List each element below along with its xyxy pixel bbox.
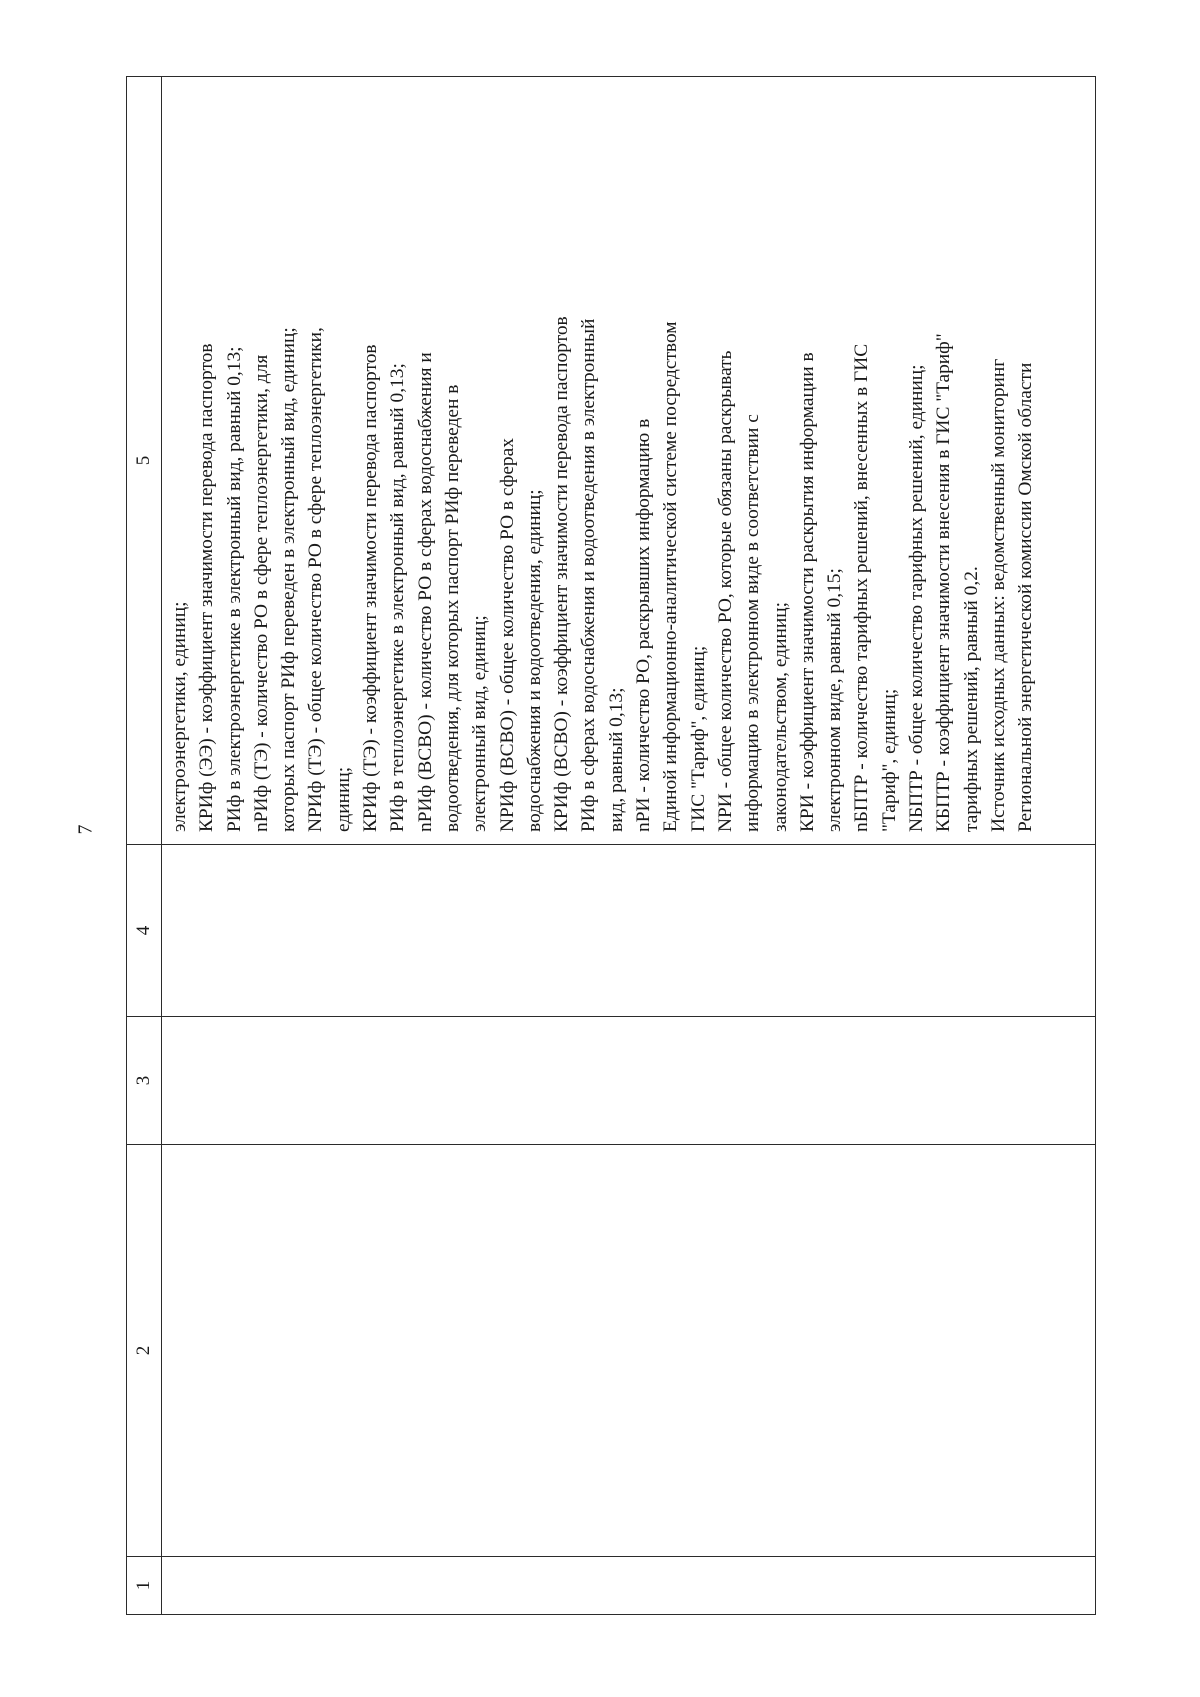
header-cell-4: 4 xyxy=(127,845,162,1017)
text-line: единиц; xyxy=(332,766,354,832)
text-line: электроэнергетики, единиц; xyxy=(169,601,190,832)
body-cell-2 xyxy=(162,1145,1096,1557)
text-line: водоотведения, для которых паспорт РИф переведен в xyxy=(441,384,463,832)
text-line: NРИф (ВСВО) - общее количество РО в сферах xyxy=(496,438,518,832)
text-line: Источник исходных данных: ведомственный мониторинг xyxy=(987,358,1009,832)
text-line: РИф в сферах водоснабжения и водоотведения в электронный xyxy=(578,318,600,832)
text-line: водоснабжения и водоотведения, единиц; xyxy=(523,489,545,832)
text-line: вид, равный 0,13; xyxy=(605,687,627,832)
text-line: электронном виде, равный 0,15; xyxy=(824,568,846,832)
document-table xyxy=(126,76,1096,1615)
definitions-text xyxy=(162,77,1044,844)
text-line: NРИ - общее количество РО, которые обязаны раскрывать xyxy=(714,350,736,832)
text-line: КРИф (ТЭ) - коэффициент значимости перевода паспортов xyxy=(360,344,382,832)
text-line: "Тариф", единиц; xyxy=(878,688,900,832)
text-line: NБПТР - общее количество тарифных решений, единиц; xyxy=(906,364,928,832)
body-cell-1 xyxy=(162,1557,1096,1615)
table-header-row xyxy=(127,77,162,1615)
text-line: законодательством, единиц; xyxy=(769,602,791,832)
text-line: Региональной энергетической комиссии Омской области xyxy=(1015,362,1037,832)
rotated-page-frame xyxy=(126,77,1096,1615)
text-line: Единой информационно-аналитической системе посредством xyxy=(660,321,682,832)
table-body-row xyxy=(162,77,1096,1615)
text-line: РИф в электроэнергетике в электронный вид, равный 0,13; xyxy=(223,346,245,832)
body-cell-4 xyxy=(162,845,1096,1017)
header-cell-1: 1 xyxy=(127,1557,162,1615)
page-number: 7 xyxy=(74,824,97,835)
text-line: nРИф (ВСВО) - количество РО в сферах водоснабжения и xyxy=(414,352,436,832)
body-cell-3 xyxy=(162,1017,1096,1145)
text-line: ГИС "Тариф", единиц; xyxy=(687,645,709,832)
text-line: электронный вид, единиц; xyxy=(469,615,491,832)
text-line: РИф в теплоэнергетике в электронный вид, равный 0,13; xyxy=(387,363,409,832)
header-cell-5: 5 xyxy=(127,77,162,845)
body-cell-5 xyxy=(162,77,1096,845)
text-line: КРИф (ЭЭ) - коэффициент значимости перевода паспортов xyxy=(196,343,218,832)
text-line: КБПТР - коэффициент значимости внесения в ГИС "Тариф" xyxy=(933,333,955,832)
text-line: nРИ - количество РО, раскрывших информацию в xyxy=(633,418,655,832)
text-line: информацию в электронном виде в соответствии с xyxy=(742,414,764,832)
text-line: КРИ - коэффициент значимости раскрытия информации в xyxy=(796,352,818,832)
header-cell-2: 2 xyxy=(127,1145,162,1557)
text-line: nРИф (ТЭ) - количество РО в сфере теплоэнергетики, для xyxy=(250,354,272,832)
text-line: которых паспорт РИф переведен в электронный вид, единиц; xyxy=(278,327,300,832)
text-line: КРИф (ВСВО) - коэффициент значимости перевода паспортов xyxy=(551,316,573,832)
header-cell-3: 3 xyxy=(127,1017,162,1145)
text-line: nБПТР - количество тарифных решений, внесенных в ГИС xyxy=(851,343,873,832)
text-line: NРИф (ТЭ) - общее количество РО в сфере теплоэнергетики, xyxy=(305,327,327,832)
text-line: тарифных решений, равный 0,2. xyxy=(960,566,982,832)
